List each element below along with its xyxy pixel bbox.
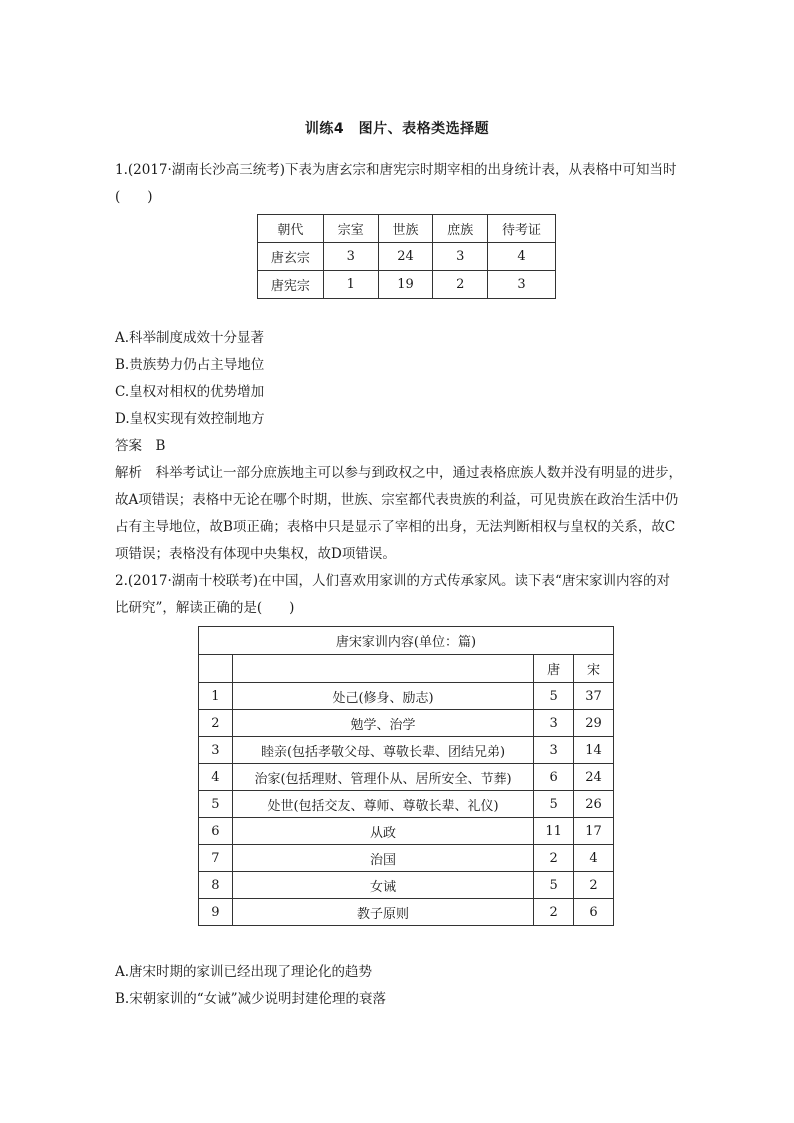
table-header: 朝代 xyxy=(258,215,324,243)
q1-analysis-line: 解析 科举考试让一部分庶族地主可以参与到政权之中，通过表格庶族人数并没有明显的进步， xyxy=(115,465,682,481)
table-row xyxy=(199,818,614,845)
table-cell: 处世(包括交友、尊师、尊敬长辈、礼仪) xyxy=(232,791,533,818)
q2-option-b: B.宋朝家训的“女诫”减少说明封建伦理的衰落 xyxy=(115,991,387,1007)
table-cell: 1 xyxy=(199,683,233,710)
table-cell: 2 xyxy=(534,845,574,872)
table-cell: 24 xyxy=(574,764,614,791)
table-row xyxy=(199,845,614,872)
table-header: 世族 xyxy=(378,215,433,243)
table-cell: 5 xyxy=(534,683,574,710)
table-header-row xyxy=(199,655,614,683)
q2-table xyxy=(198,626,614,926)
table-cell: 4 xyxy=(488,243,556,271)
table-cell: 11 xyxy=(534,818,574,845)
q1-analysis-line: 项错误；表格没有体现中央集权，故D项错误。 xyxy=(115,546,396,562)
table-cell: 3 xyxy=(534,710,574,737)
table-header: 宗室 xyxy=(323,215,378,243)
table-cell: 治家(包括理财、管理仆从、居所安全、节葬) xyxy=(232,764,533,791)
table-row xyxy=(199,872,614,899)
table-cell: 4 xyxy=(199,764,233,791)
table-cell: 女诫 xyxy=(232,872,533,899)
q1-option-c: C.皇权对相权的优势增加 xyxy=(115,384,265,400)
table-row xyxy=(199,899,614,926)
q2-option-a: A.唐宋时期的家训已经出现了理论化的趋势 xyxy=(115,964,373,980)
table-cell: 2 xyxy=(574,872,614,899)
table-cell: 从政 xyxy=(232,818,533,845)
table-cell: 19 xyxy=(378,271,433,299)
table-cell: 睦亲(包括孝敬父母、尊敬长辈、团结兄弟) xyxy=(232,737,533,764)
q1-option-a: A.科举制度成效十分显著 xyxy=(115,330,265,346)
table-header: 庶族 xyxy=(433,215,488,243)
table-header: 唐 xyxy=(534,655,574,683)
table-row xyxy=(258,271,556,299)
table-cell: 3 xyxy=(488,271,556,299)
q1-stem: 1.(2017·湖南长沙高三统考)下表为唐玄宗和唐宪宗时期宰相的出身统计表，从表格中可知当时 xyxy=(115,162,677,178)
table-row xyxy=(199,791,614,818)
table-cell: 3 xyxy=(433,243,488,271)
table-cell: 2 xyxy=(534,899,574,926)
page-title: 训练4 图片、表格类选择题 xyxy=(304,121,490,137)
table-cell: 14 xyxy=(574,737,614,764)
table-cell: 治国 xyxy=(232,845,533,872)
table-header: 宋 xyxy=(574,655,614,683)
q1-stem-paren: ( ) xyxy=(115,189,153,205)
table-cell: 37 xyxy=(574,683,614,710)
q1-table xyxy=(257,214,556,299)
table-cell: 8 xyxy=(199,872,233,899)
table-cell: 7 xyxy=(199,845,233,872)
table-cell: 26 xyxy=(574,791,614,818)
table-cell: 5 xyxy=(534,872,574,899)
q1-analysis-line: 故A项错误；表格中无论在哪个时期，世族、宗室都代表贵族的利益，可见贵族在政治生活中仍 xyxy=(115,492,679,508)
table-cell: 唐宪宗 xyxy=(258,271,324,299)
table-cell: 5 xyxy=(199,791,233,818)
table-cell: 1 xyxy=(323,271,378,299)
table-header-row xyxy=(258,215,556,243)
table-caption-row xyxy=(199,627,614,655)
table-cell: 6 xyxy=(534,764,574,791)
table-row xyxy=(199,764,614,791)
table-row xyxy=(258,243,556,271)
table-cell: 9 xyxy=(199,899,233,926)
table-cell: 唐玄宗 xyxy=(258,243,324,271)
table-cell: 24 xyxy=(378,243,433,271)
q2-stem-cont: 比研究”，解读正确的是( ) xyxy=(115,600,295,616)
table-cell: 4 xyxy=(574,845,614,872)
table-row xyxy=(199,683,614,710)
q1-option-b: B.贵族势力仍占主导地位 xyxy=(115,357,265,373)
q1-answer: 答案 B xyxy=(115,438,166,454)
table-caption: 唐宋家训内容(单位：篇) xyxy=(199,627,614,655)
q1-option-d: D.皇权实现有效控制地方 xyxy=(115,411,265,427)
table-cell: 5 xyxy=(534,791,574,818)
table-cell: 6 xyxy=(199,818,233,845)
table-header: 待考证 xyxy=(488,215,556,243)
table-header-empty xyxy=(232,655,533,683)
table-cell: 2 xyxy=(433,271,488,299)
table-cell: 处己(修身、励志) xyxy=(232,683,533,710)
q2-stem: 2.(2017·湖南十校联考)在中国，人们喜欢用家训的方式传承家风。读下表“唐宋家训内容的对 xyxy=(115,573,670,589)
table-row xyxy=(199,710,614,737)
table-cell: 3 xyxy=(534,737,574,764)
table-cell: 3 xyxy=(199,737,233,764)
table-cell: 17 xyxy=(574,818,614,845)
table-cell: 29 xyxy=(574,710,614,737)
q1-analysis-line: 占有主导地位，故B项正确；表格中只是显示了宰相的出身，无法判断相权与皇权的关系，故C xyxy=(115,519,676,535)
table-cell: 2 xyxy=(199,710,233,737)
table-cell: 3 xyxy=(323,243,378,271)
table-cell: 6 xyxy=(574,899,614,926)
table-cell: 勉学、治学 xyxy=(232,710,533,737)
table-header-empty xyxy=(199,655,233,683)
table-cell: 教子原则 xyxy=(232,899,533,926)
table-row xyxy=(199,737,614,764)
